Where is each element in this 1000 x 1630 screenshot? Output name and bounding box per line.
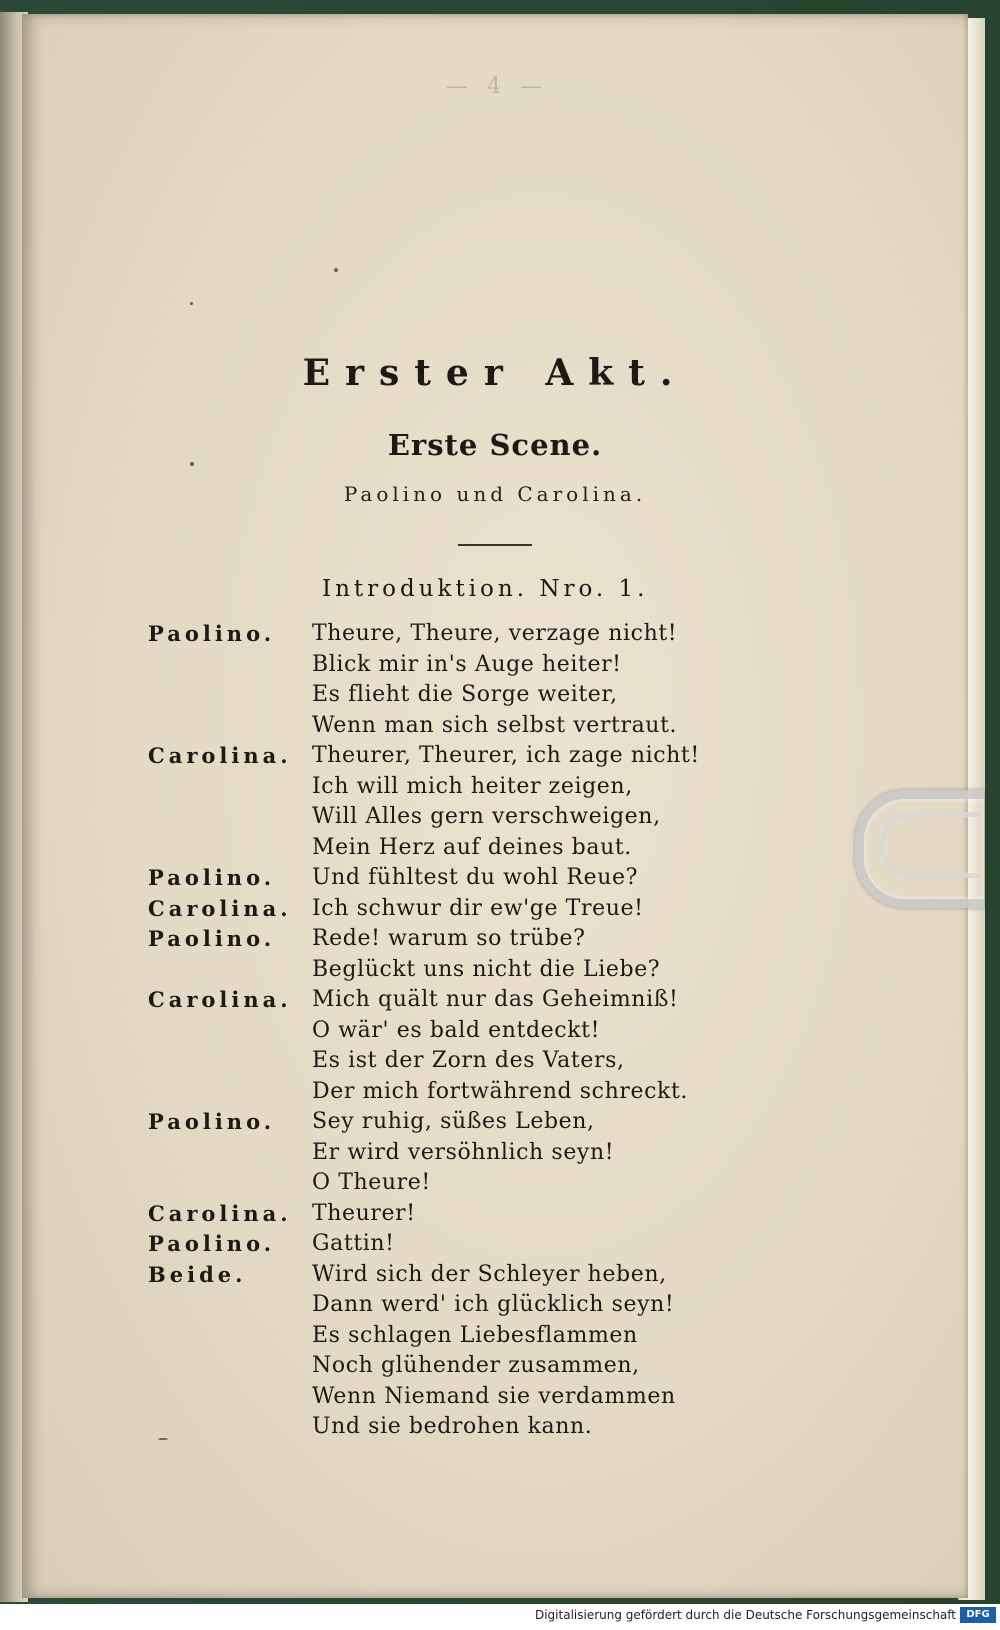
verse-lines (312, 1107, 948, 1199)
ink-speck (334, 268, 338, 272)
dialogue-entry (148, 1199, 948, 1230)
verse-lines (312, 1199, 948, 1230)
speaker-name: Beide. (148, 1261, 247, 1287)
verse-lines (312, 1260, 948, 1443)
dialogue-entry (148, 924, 948, 985)
dfg-credit: Digitalisierung gefördert durch die Deutsche Forschungsgemeinschaft (534, 1608, 956, 1622)
verse-line: Wird sich der Schleyer heben, (312, 1261, 667, 1287)
verse-line: Theurer! (312, 1200, 416, 1226)
verse-line: Dann werd' ich glücklich seyn! (312, 1292, 675, 1317)
paper-clip-inner-loop (880, 812, 980, 878)
dialogue-entry (148, 619, 948, 741)
dfg-logo: DFG (960, 1607, 996, 1623)
scene-title: Erste Scene. (387, 428, 603, 462)
verse-line: O wär' es bald entdeckt! (312, 1017, 601, 1043)
verse-line: Ich will mich heiter zeigen, (312, 773, 633, 799)
book-page (22, 14, 968, 1598)
verse-line: Beglückt uns nicht die Liebe? (312, 956, 661, 982)
ink-speck (190, 302, 193, 305)
verse-lines (312, 1229, 948, 1260)
dialogue-entry (148, 863, 948, 894)
dialogue-entry (148, 1260, 948, 1443)
dialogue-entry (148, 1107, 948, 1199)
verse-line: Will Alles gern verschweigen, (312, 804, 661, 829)
verse-line: Gattin! (312, 1231, 395, 1256)
verse-line: Und sie bedrohen kann. (312, 1414, 593, 1439)
verse-line: Es schlagen Liebesflammen (312, 1322, 638, 1348)
verse-line: Mich quält nur das Geheimniß! (312, 987, 679, 1012)
verse-line: Theure, Theure, verzage nicht! (312, 621, 678, 646)
verse-line: Er wird versöhnlich seyn! (312, 1139, 615, 1165)
verse-line: Der mich fortwährend schreckt. (312, 1078, 688, 1104)
ink-speck (190, 462, 194, 466)
scene-characters: Paolino und Carolina. (343, 482, 647, 506)
verse-line: Wenn Niemand sie verdammen (312, 1383, 676, 1409)
verse-line: Es ist der Zorn des Vaters, (312, 1048, 625, 1073)
speaker-name: Carolina. (148, 1200, 292, 1226)
libretto-dialogue (148, 619, 948, 1443)
verse-lines (312, 894, 948, 925)
verse-line: Ich schwur dir ew'ge Treue! (312, 895, 644, 921)
verse-line: Und fühltest du wohl Reue? (312, 865, 638, 890)
speaker-name: Paolino. (148, 1231, 276, 1256)
verse-line: O Theure! (312, 1170, 431, 1195)
speaker-name: Paolino. (148, 926, 276, 951)
verse-line: Theurer, Theurer, ich zage nicht! (312, 743, 700, 768)
verse-line: Rede! warum so trübe? (312, 926, 586, 951)
verse-line: Noch glühender zusammen, (312, 1353, 640, 1378)
page-number: — 4 — (446, 74, 548, 99)
divider-rule (458, 544, 532, 546)
dialogue-entry (148, 741, 948, 863)
speaker-name: Paolino. (148, 1109, 276, 1134)
dialogue-entry (148, 985, 948, 1107)
speaker-name: Carolina. (148, 987, 292, 1012)
verse-lines (312, 985, 948, 1107)
verse-line: Es flieht die Sorge weiter, (312, 682, 618, 707)
act-title: Erster Akt. (302, 352, 688, 394)
verse-lines (312, 863, 948, 894)
verse-lines (312, 741, 948, 863)
speaker-name: Paolino. (148, 621, 276, 646)
verse-lines (312, 619, 948, 741)
verse-line: Mein Herz auf deines baut. (312, 834, 632, 860)
verse-line: Blick mir in's Auge heiter! (312, 651, 622, 677)
speaker-name: Carolina. (148, 895, 292, 921)
verse-line: Wenn man sich selbst vertraut. (312, 712, 678, 738)
introduction-heading: Introduktion. Nro. 1. (322, 576, 649, 602)
dialogue-entry (148, 1229, 948, 1260)
speaker-name: Carolina. (148, 743, 292, 768)
speaker-name: Paolino. (148, 865, 276, 890)
dialogue-entry (148, 894, 948, 925)
verse-line: Sey ruhig, süßes Leben, (312, 1109, 595, 1134)
verse-lines (312, 924, 948, 985)
